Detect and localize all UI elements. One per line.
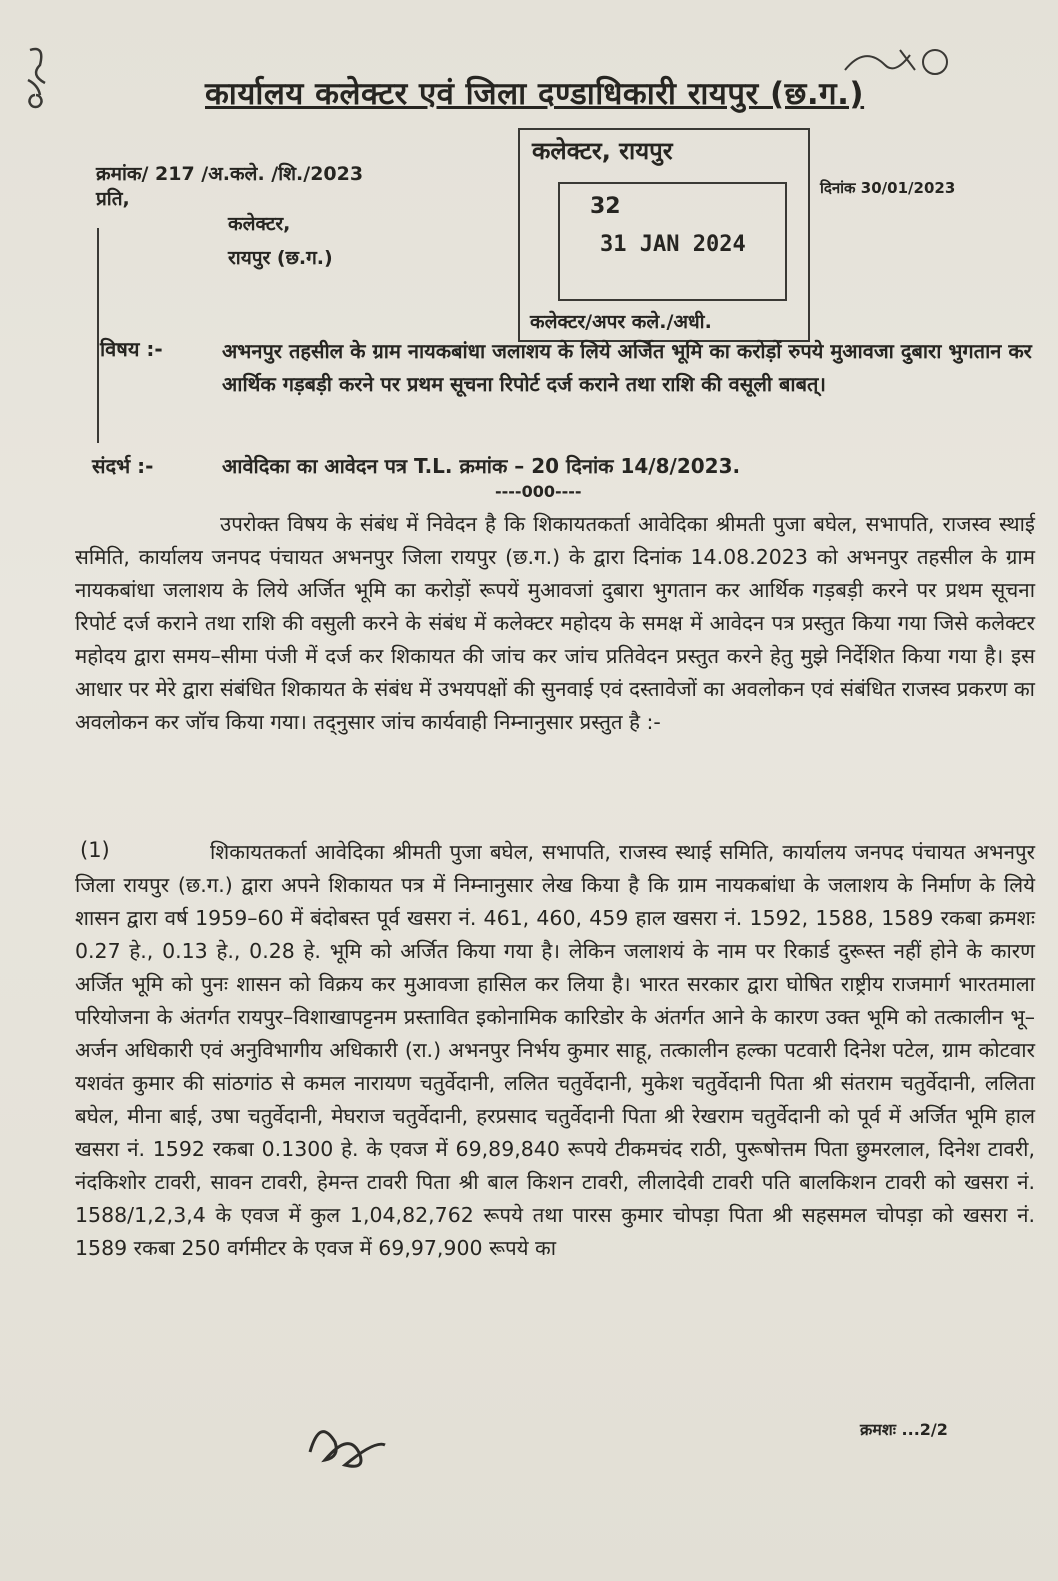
item-number: (1) xyxy=(80,838,110,862)
stamp-footer: कलेक्टर/अपर कले./अधी. xyxy=(530,311,712,333)
addressee-line1: कलेक्टर, xyxy=(228,213,291,235)
body-paragraph-2: शिकायतकर्ता आवेदिका श्रीमती पुजा बघेल, सभापति, राजस्व स्थाई समिति, कार्यालय जनपद पंचायत अभनपुर जिला रायपुर (छ.ग.) द्वारा अपने शिकायत पत्र में निम्नानुसार लेख किया है कि ग्राम नायकबांधा के जलाशय के निर्माण के लिये शासन द्वारा वर्ष 1959–60 में बंदोबस्त पूर्व खसरा नं. 461, 460, 459 हाल खसरा नं. 1592, 1588, 1589 रकबा क्रमशः 0.27 हे., 0.13 हे., 0.28 हे. भूमि को अर्जित किया गया है। लेकिन जलाशयं के नाम पर रिकार्ड दुरूस्त नहीं होने के कारण अर्जित भूमि को पुनः शासन को विक्रय कर मुआवजा हासिल कर लिया है। भारत सरकार द्वारा घोषित राष्ट्रीय राजमार्ग भारतमाला परियोजना के अंतर्गत रायपुर–विशाखापट्टनम प्रस्तावित इकोनामिक कारिडोर के अंतर्गत आने के कारण उक्त भूमि को तत्कालीन भू–अर्जन अधिकारी एवं अनुविभागीय अधिकारी (रा.) अभनपुर निर्भय कुमार साहू, तत्कालीन हल्का पटवारी दिनेश पटेल, ग्राम कोटवार यशवंत कुमार की सांठगांठ से कमल नारायण चतुर्वेदानी, ललित चतुर्वेदानी, मुकेश चतुर्वेदानी पिता श्री संतराम चतुर्वेदानी, ललिता बघेल, मीना बाई, उषा चतुर्वेदानी, मेघराज चतुर्वेदानी, हरप्रसाद चतुर्वेदानी पिता श्री रेखराम चतुर्वेदानी को पूर्व में अर्जित भूमि हाल खसरा नं. 1592 रकबा 0.1300 हे. के एवज में 69,89,840 रूपये टीकमचंद राठी, पुरूषोत्तम पिता छुमरलाल, दिनेश टावरी, नंदकिशोर टावरी, सावन टावरी, हेमन्त टावरी पिता श्री बाल किशन टावरी, लीलादेवी टावरी पति बालकिशन टावरी को खसरा नं. 1588/1,2,3,4 के एवज में कुल 1,04,82,762 रूपये तथा पारस कुमार चोपड़ा पिता श्री सहसमल चोपड़ा को खसरा नं. 1589 रकबा 250 वर्गमीटर के एवज में 69,97,900 रूपये का xyxy=(75,840,1035,1260)
stamp-office: कलेक्टर, रायपुर xyxy=(532,137,673,165)
receipt-stamp xyxy=(518,128,810,342)
page-continued-marker: क्रमशः ...2/2 xyxy=(860,1420,948,1439)
reference-number: क्रमांक/ 217 /अ.कले. /शि./2023 xyxy=(96,163,364,185)
margin-mark-icon xyxy=(10,40,70,110)
subject-label: विषय :- xyxy=(100,337,163,361)
stamp-entry-number: 32 xyxy=(590,194,621,219)
subject-text: अभनपुर तहसील के ग्राम नायकबांधा जलाशय के लिये अर्जित भूमि का करोड़ों रुपये मुआवजा दुबारा भुगतान कर आर्थिक गड़बड़ी करने पर प्रथम सूचना रिपोर्ट दर्ज कराने तथा राशि की वसूली बाबत्। xyxy=(222,339,1032,396)
section-divider: ----000---- xyxy=(495,482,582,501)
stamp-date: 31 JAN 2024 xyxy=(600,232,746,257)
to-label: प्रति, xyxy=(96,188,130,210)
addressee-line2: रायपुर (छ.ग.) xyxy=(228,247,333,269)
reference-text: आवेदिका का आवेदन पत्र T.L. क्रमांक – 20 दिनांक 14/8/2023. xyxy=(222,454,741,478)
signature-icon xyxy=(300,1412,390,1472)
reference-label: संदर्भ :- xyxy=(92,454,154,478)
inward-date: दिनांक 30/01/2023 xyxy=(820,179,956,197)
stamp-inner-box xyxy=(558,182,787,301)
body-paragraph-1: उपरोक्त विषय के संबंध में निवेदन है कि शिकायतकर्ता आवेदिका श्रीमती पुजा बघेल, सभापति, राजस्व स्थाई समिति, कार्यालय जनपद पंचायत अभनपुर जिला रायपुर (छ.ग.) के द्वारा दिनांक 14.08.2023 को अभनपुर तहसील के ग्राम नायकबांधा जलाशय के लिये अर्जित भूमि का करोड़ों रूपयें मुआवजां दुबारा भुगतान कर आर्थिक गड़बड़ी करने पर प्रथम सूचना रिपोर्ट दर्ज कराने तथा राशि की वसुली करने के संबंध में कलेक्टर महोदय के समक्ष में आवेदन पत्र प्रस्तुत किया गया जिसे कलेक्टर महोदय द्वारा समय–सीमा पंजी में दर्ज कर शिकायत की जांच कर जांच प्रतिवेदन प्रस्तुत करने हेतु मुझे निर्देशित किया गया है। इस आधार पर मेरे द्वारा संबंधित शिकायत के संबंध में उभयपक्षों की सुनवाई एवं दस्तावेजों का अवलोकन एवं संबंधित राजस्व प्रकरण का अवलोकन कर जॉच किया गया। तद्नुसार जांच कार्यवाही निम्नानुसार प्रस्तुत है :- xyxy=(75,512,1035,734)
office-title: कार्यालय कलेक्टर एवं जिला दण्डाधिकारी रायपुर (छ.ग.) xyxy=(205,76,865,112)
